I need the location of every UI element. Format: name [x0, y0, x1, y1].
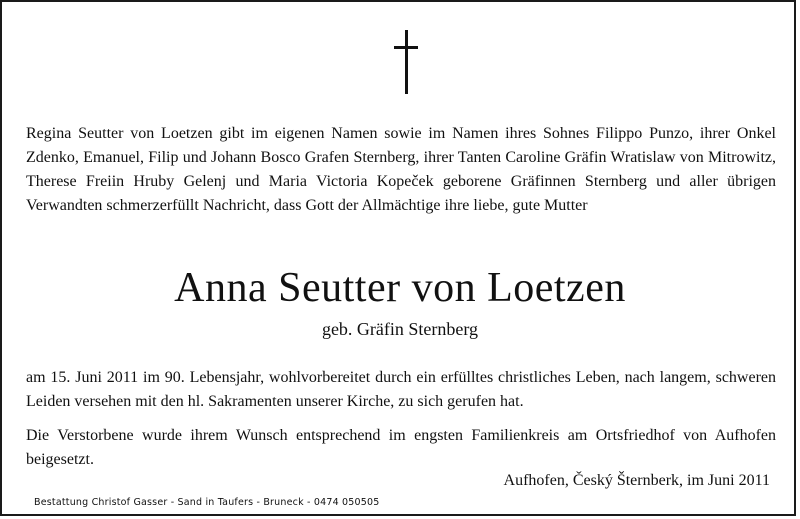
intro-paragraph: Regina Seutter von Loetzen gibt im eigenen Namen sowie im Namen ihres Sohnes Filippo Punzo, ihrer Onkel Zdenko, Emanuel, Filip und Johann Bosco Grafen Sternberg, ihrer Tanten Caroline Gräfin Wratislaw von Mitrowitz, Therese Freiin Hruby Gelenj und Maria Victoria Kopeček geborene Gräfinnen Sternberg und aller übrigen Verwandten schmerzerfüllt Nachricht, dass Gott der Allmächtige ihre liebe, gute Mutter [26, 125, 776, 214]
details-paragraph: am 15. Juni 2011 im 90. Lebensjahr, wohlvorbereitet durch ein erfülltes christliches Leben, nach langem, schweren Leiden versehen mit den hl. Sakramenten unserer Kirche, zu sich gerufen hat. [26, 369, 776, 410]
latin-cross-icon [394, 30, 418, 94]
place-date: Aufhofen, Český Šternberk, im Juni 2011 [503, 472, 770, 489]
deceased-name: Anna Seutter von Loetzen [174, 265, 626, 311]
burial-paragraph: Die Verstorbene wurde ihrem Wunsch entsprechend im engsten Familienkreis am Ortsfriedhof von Aufhofen beigesetzt. [26, 427, 776, 468]
birth-name: geb. Gräfin Sternberg [321, 319, 479, 339]
funeral-home-footer: Bestattung Christof Gasser - Sand in Taufers - Bruneck - 0474 050505 [34, 497, 380, 508]
